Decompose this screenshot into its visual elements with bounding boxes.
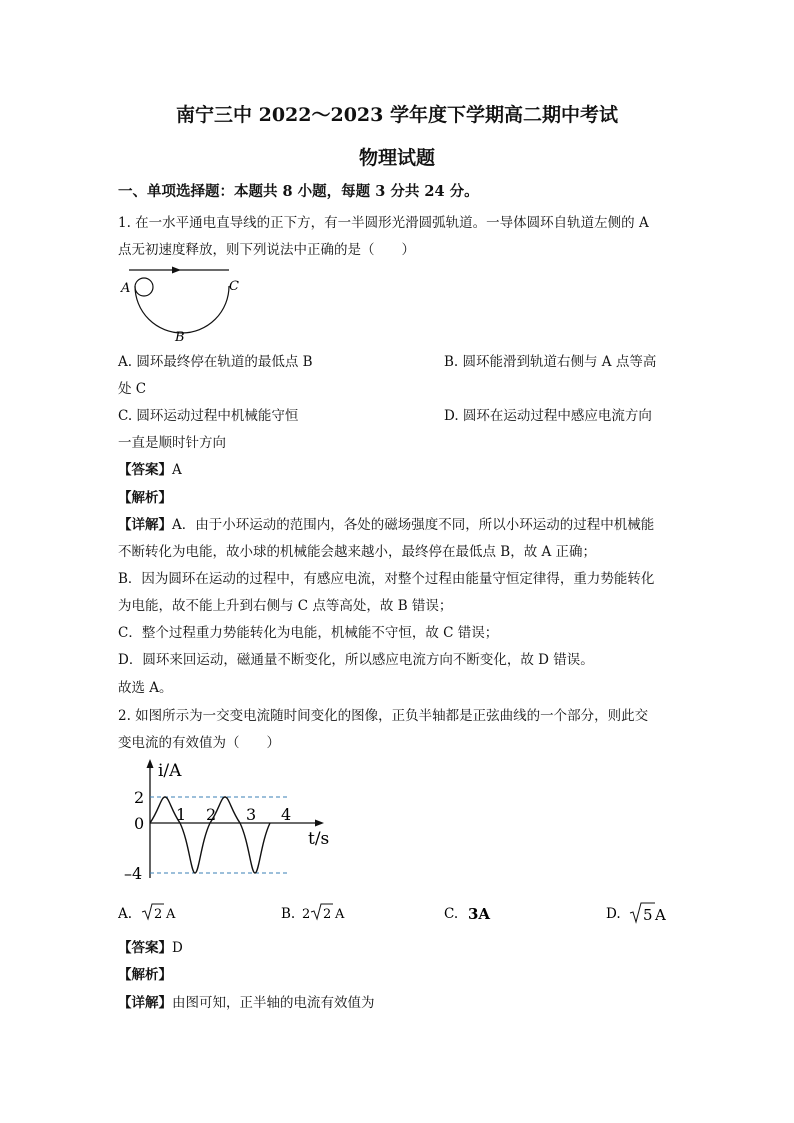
option-radicand: 2: [323, 907, 332, 922]
answer-tag: 【答案】: [118, 940, 172, 956]
q1-detail-a-line2: 不断转化为电能，故小球的机械能会越来越小，最终停在最低点 B，故 A 正确；: [118, 544, 597, 560]
q1-analysis-tag: 【解析】: [118, 490, 172, 506]
label-b: B: [175, 330, 185, 345]
q2-stem-line1: 2. 如图所示为一交变电流随时间变化的图像，正负半轴都是正弦曲线的一个部分，则此交: [118, 708, 649, 724]
q1-option-c: C. 圆环运动过程中机械能守恒: [118, 408, 299, 424]
q1-option-b-line1: B. 圆环能滑到轨道右侧与 A 点等高: [444, 354, 657, 370]
q2-answer: [118, 936, 183, 956]
q2-graph: [120, 756, 335, 886]
option-unit: A: [655, 906, 666, 924]
answer-value: D: [172, 940, 183, 956]
q1-detail-d: D．圆环来回运动，磁通量不断变化，所以感应电流方向不断变化，故 D 错误。: [118, 652, 594, 668]
option-radicand: 2: [154, 907, 163, 922]
y-axis-label: i/A: [158, 761, 182, 781]
q2-stem-line2: 变电流的有效值为（ ）: [118, 735, 280, 751]
x-tick-1: 1: [176, 805, 187, 824]
answer-value: A: [172, 462, 182, 478]
q1-stem-line1: 1. 在一水平通电直导线的正下方，有一半圆形光滑圆弧轨道。一导体圆环自轨道左侧的 A: [118, 215, 649, 231]
answer-tag: 【答案】: [118, 462, 172, 478]
q2-detail: [118, 991, 375, 1011]
label-a: A: [121, 281, 131, 296]
q2-option-a: [118, 900, 198, 926]
option-radicand: 5: [643, 906, 653, 924]
option-letter: A.: [118, 906, 133, 922]
y-tick-0: 0: [134, 814, 145, 833]
ring-icon: [135, 278, 153, 296]
option-coefficient: 2: [302, 907, 311, 922]
semicircle-track: [135, 286, 229, 333]
x-tick-3: 3: [246, 805, 257, 824]
option-letter: B.: [281, 906, 296, 922]
page-subtitle: 物理试题: [358, 147, 435, 169]
q1-figure: [115, 260, 255, 345]
detail-tag: 【详解】: [118, 517, 172, 533]
x-axis-arrow-icon: [315, 820, 324, 827]
q1-detail-a-line1: [118, 513, 654, 533]
label-c: C: [229, 279, 239, 294]
detail-text: A．由于小环运动的范围内，各处的磁场强度不同，所以小环运动的过程中机械能: [172, 517, 655, 533]
detail-text: 由图可知，正半轴的电流有效值为: [172, 995, 375, 1011]
page-title: 南宁三中 2022～2023 学年度下学期高二期中考试: [176, 104, 618, 126]
q1-option-d-line2: 一直是顺时针方向: [118, 435, 226, 451]
q1-detail-c: C．整个过程重力势能转化为电能，机械能不守恒，故 C 错误；: [118, 625, 499, 641]
q1-conclusion: 故选 A。: [118, 680, 173, 696]
x-tick-4: 4: [281, 805, 292, 824]
q2-option-d: [606, 900, 686, 928]
detail-tag: 【详解】: [118, 995, 172, 1011]
q1-detail-b-line1: B．因为圆环在运动的过程中，有感应电流，对整个过程由能量守恒定律得，重力势能转化: [118, 571, 655, 587]
section-heading: 一、单项选择题：本题共 8 小题，每题 3 分共 24 分。: [118, 183, 479, 200]
y-tick-neg4: –4: [124, 864, 143, 883]
q1-option-a: A. 圆环最终停在轨道的最低点 B: [118, 354, 313, 370]
x-tick-2: 2: [206, 805, 217, 824]
q1-answer: [118, 458, 182, 478]
q2-option-c: [444, 900, 524, 926]
x-axis-label: t/s: [308, 829, 330, 849]
q1-stem-line2: 点无初速度释放，则下列说法中正确的是（ ）: [118, 242, 415, 258]
current-arrow-icon: [172, 267, 181, 274]
option-unit: A: [335, 907, 345, 922]
option-unit: A: [166, 907, 176, 922]
y-tick-2: 2: [134, 788, 145, 807]
y-axis-arrow-icon: [147, 759, 154, 768]
option-value: 3A: [468, 905, 491, 923]
option-letter: C.: [444, 906, 459, 922]
q1-option-b-line2: 处 C: [118, 381, 147, 397]
q2-option-b: [281, 900, 361, 926]
q1-option-d-line1: D. 圆环在运动过程中感应电流方向: [444, 408, 652, 424]
q2-analysis-tag: 【解析】: [118, 967, 172, 983]
option-letter: D.: [606, 906, 621, 922]
q1-detail-b-line2: 为电能，故不能上升到右侧与 C 点等高处，故 B 错误；: [118, 598, 453, 614]
